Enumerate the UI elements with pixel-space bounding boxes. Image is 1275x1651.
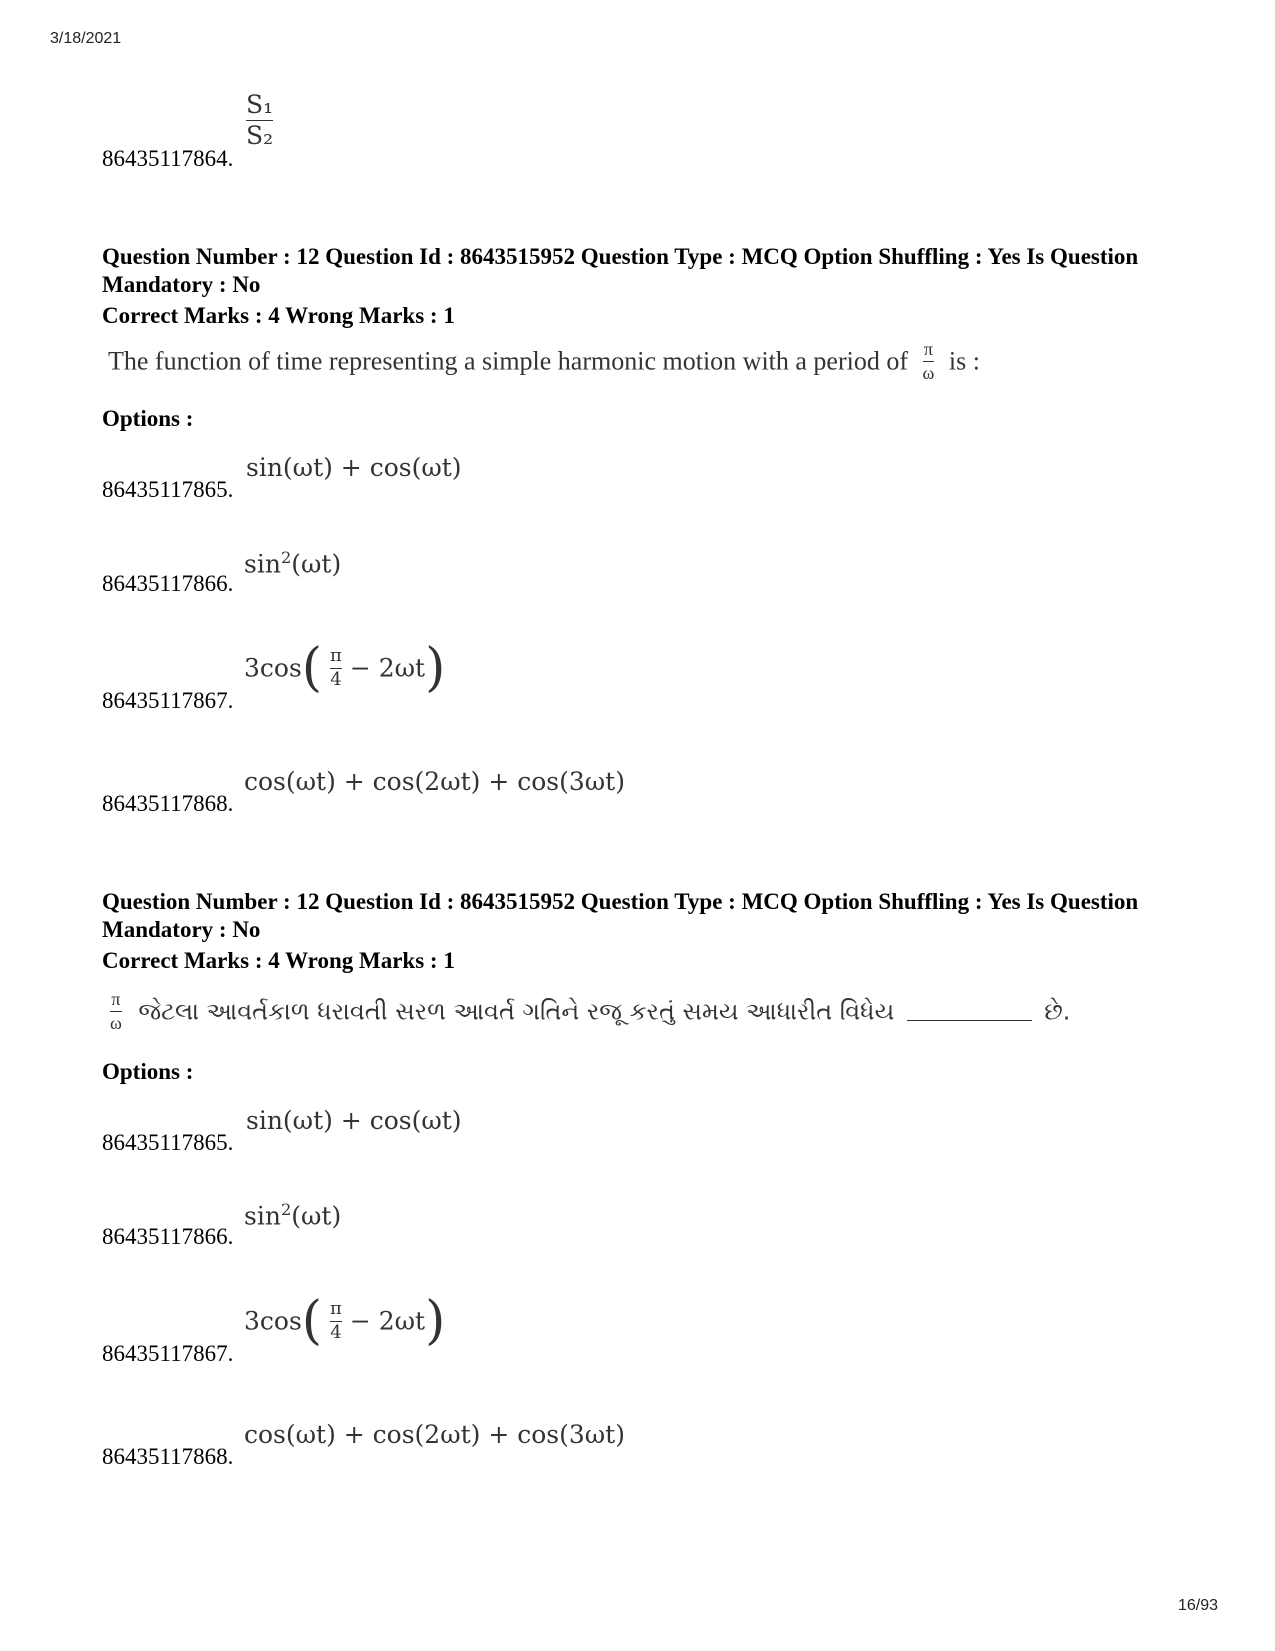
options-label: Options : [102,1059,194,1084]
formula-fraction [330,644,342,690]
formula-exponent: 2 [280,1200,292,1219]
stem-text-end: is : [948,346,980,376]
question-stem [108,340,980,383]
left-paren: ( [301,1291,323,1351]
question-marks: Correct Marks : 4 Wrong Marks : 1 [102,303,455,328]
option-formula: cos(ωt) + cos(2ωt) + cos(3ωt) [244,1420,625,1449]
fraction-bar [110,1011,122,1012]
question-meta: Question Number : 12 Question Id : 8643515952 Question Type : MCQ Option Shuffling : Yes Is Question Mandatory : No [102,244,1139,297]
fraction-numerator: π [330,1297,342,1319]
formula-prefix: 3cos [244,1306,302,1336]
options-label: Options : [102,406,194,431]
question-marks: Correct Marks : 4 Wrong Marks : 1 [102,948,455,973]
period-fraction [923,340,935,383]
period-denominator: ω [922,362,935,383]
option-formula: cos(ωt) + cos(2ωt) + cos(3ωt) [244,767,625,796]
stem-text-end: છે. [1044,997,1071,1026]
formula-argument: (ωt) [291,549,342,579]
stem-text: The function of time representing a simple harmonic motion with a period of [108,346,909,376]
stem-text: જેટલા આવર્તકાળ ધરાવતી સરળ આવર્ત ગતિને રજૂ કરતું સમય આધારીત વિધેય [138,997,895,1026]
formula-argument: (ωt) [291,1201,342,1231]
right-paren: ) [425,1291,446,1351]
option-id: 86435117866. [102,1224,234,1249]
right-paren: ) [425,638,446,698]
option-formula [244,1200,341,1230]
option-formula [244,548,341,578]
formula-prefix: 3cos [244,653,302,683]
fraction-denominator: S₂ [246,121,274,151]
option-id: 86435117865. [102,1130,234,1155]
option-id: 86435117867. [102,1341,234,1366]
option-formula: sin(ωt) + cos(ωt) [246,1106,462,1135]
formula-suffix: − 2ωt [349,1306,426,1336]
period-fraction [110,990,122,1033]
formula-exponent: 2 [280,548,292,567]
option-id: 86435117864. [102,146,234,171]
period-numerator: π [923,339,933,359]
answer-blank [907,1002,1032,1021]
option-formula [244,638,446,698]
fraction-bar [923,361,935,362]
option-formula: sin(ωt) + cos(ωt) [246,453,462,482]
fraction-denominator: 4 [330,668,342,690]
fraction-numerator: S₁ [246,90,274,119]
option-id: 86435117868. [102,1444,234,1469]
fraction-denominator: 4 [330,1321,342,1343]
option-id: 86435117867. [102,688,234,713]
formula-suffix: − 2ωt [349,653,426,683]
formula-fraction [330,1297,342,1343]
print-date: 3/18/2021 [50,30,122,47]
option-formula [246,92,273,150]
question-meta: Question Number : 12 Question Id : 8643515952 Question Type : MCQ Option Shuffling : Yes Is Question Mandatory : No [102,889,1139,942]
fraction-numerator: π [330,644,342,666]
period-denominator: ω [110,1012,122,1033]
formula-base: sin [244,1201,281,1231]
page-number: 16/93 [1178,1597,1219,1614]
period-numerator: π [111,989,121,1009]
option-id: 86435117868. [102,791,234,816]
option-id: 86435117865. [102,477,234,502]
left-paren: ( [301,638,323,698]
option-formula [244,1291,446,1351]
formula-base: sin [244,549,281,579]
option-id: 86435117866. [102,571,234,596]
question-stem [110,990,1070,1033]
